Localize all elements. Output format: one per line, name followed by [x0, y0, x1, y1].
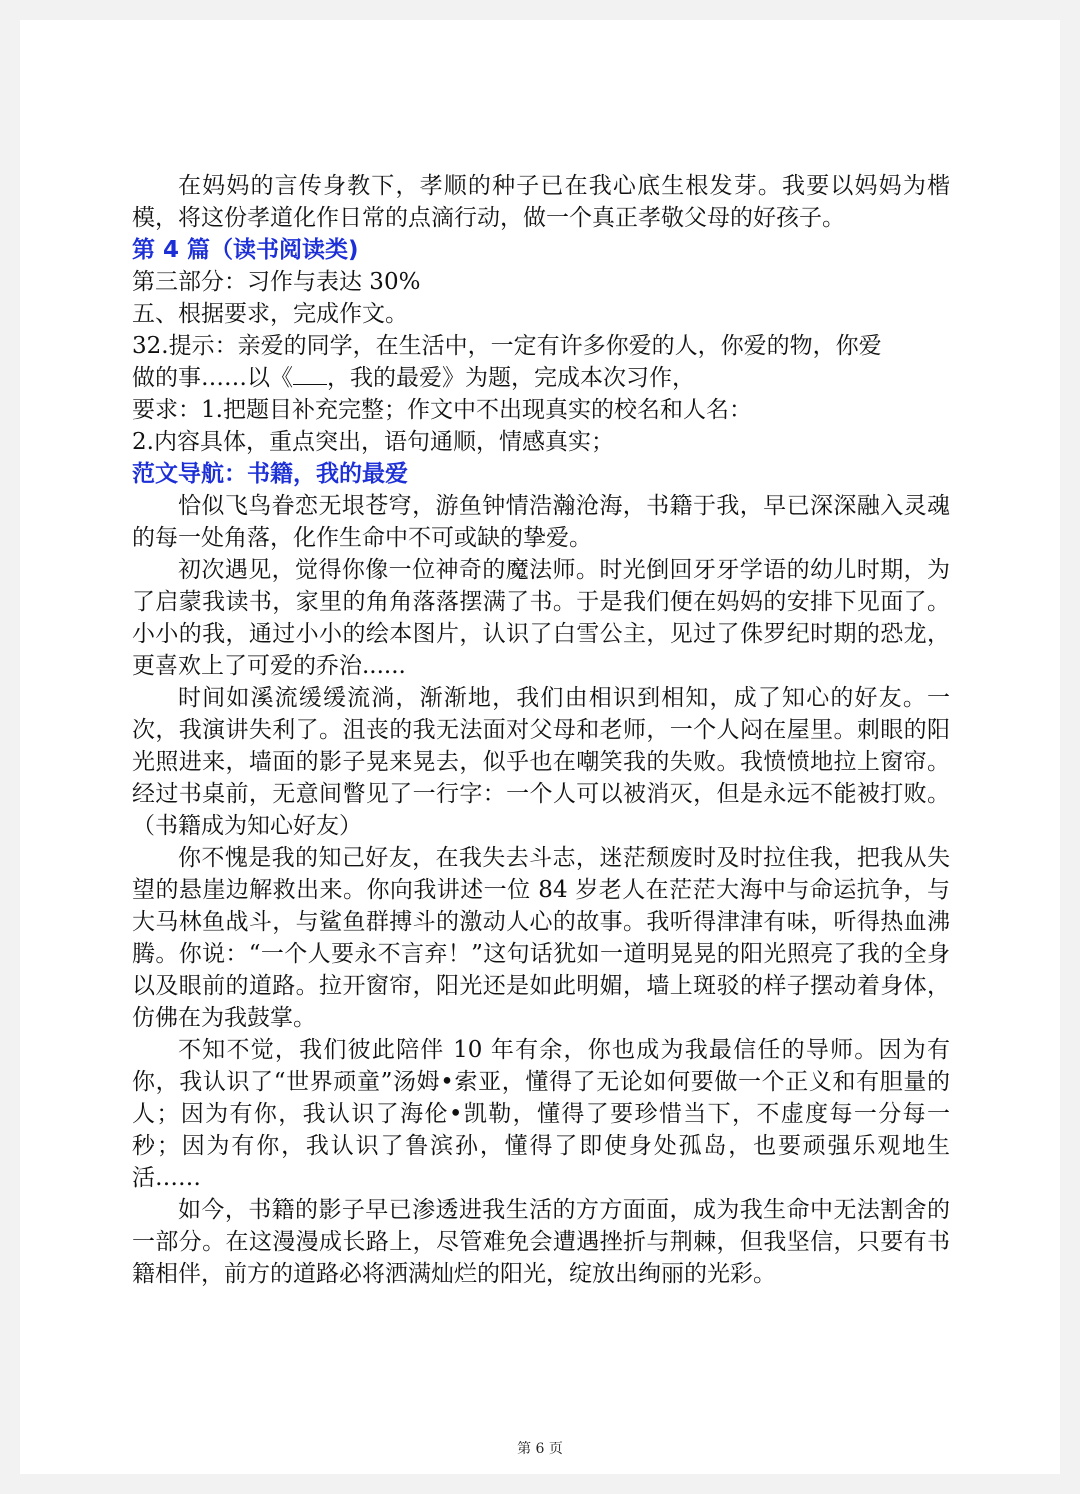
prompt-line-2: [132, 362, 950, 394]
essay-paragraph: 初次遇见，觉得你像一位神奇的魔法师。时光倒回牙牙学语的幼儿时期，为了启蒙我读书，家里的角角落落摆满了书。于是我们便在妈妈的安排下见面了。小小的我，通过小小的绘本图片，认识了白雪公主，见过了侏罗纪时期的恐龙，更喜欢上了可爱的乔治......: [132, 557, 950, 679]
prompt-text-before-blank: 做的事……以《: [132, 365, 293, 391]
intro-paragraph: 在妈妈的言传身教下，孝顺的种子已在我心底生根发芽。我要以妈妈为楷模，将这份孝道化作日常的点滴行动，做一个真正孝敬父母的好孩子。: [132, 173, 950, 231]
essay-paragraph: 恰似飞鸟眷恋无垠苍穹，游鱼钟情浩瀚沧海，书籍于我，早已深深融入灵魂的每一处角落，化作生命中不可或缺的挚爱。: [132, 493, 950, 551]
essay-paragraph: 不知不觉，我们彼此陪伴 10 年有余，你也成为我最信任的导师。因为有你，我认识了“世界顽童”汤姆•索亚，懂得了无论如何要做一个正义和有胆量的人；因为有你，我认识了海伦•凯勒，懂得了要珍惜当下，不虚度每一分每一秒；因为有你，我认识了鲁滨孙，懂得了即使身处孤岛，也要顽强乐观地生活……: [132, 1037, 950, 1191]
document-page: [20, 20, 1060, 1474]
page-content: [132, 170, 950, 1290]
page-number: 第 6 页: [517, 1441, 563, 1457]
prompt-text-after-blank: ，我的最爱》为题，完成本次习作，: [327, 365, 695, 391]
section-heading: 第 4 篇（读书阅读类): [132, 237, 359, 263]
essay-paragraph: 如今，书籍的影子早已渗透进我生活的方方面面，成为我生命中无法割舍的一部分。在这漫漫成长路上，尽管难免会遭遇挫折与荆棘，但我坚信，只要有书籍相伴，前方的道路必将洒满灿烂的阳光，绽放出绚丽的光彩。: [132, 1197, 950, 1287]
prompt-line-1: 32.提示：亲爱的同学，在生活中，一定有许多你爱的人，你爱的物，你爱: [132, 333, 882, 359]
requirement-2: 2.内容具体，重点突出，语句通顺，情感真实；: [132, 429, 614, 455]
requirement-1: 要求：1.把题目补充完整；作文中不出现真实的校名和人名：: [132, 397, 752, 423]
part-title: 第三部分：习作与表达 30%: [132, 269, 421, 295]
essay-paragraph: 时间如溪流缓缓流淌，渐渐地，我们由相识到相知，成了知心的好友。一次，我演讲失利了。沮丧的我无法面对父母和老师，一个人闷在屋里。刺眼的阳光照进来，墙面的影子晃来晃去，似乎也在嘲笑我的失败。我愤愤地拉上窗帘。经过书桌前，无意间瞥见了一行字：一个人可以被消灭，但是永远不能被打败。（书籍成为知心好友）: [132, 685, 950, 839]
essay-paragraph: 你不愧是我的知己好友，在我失去斗志，迷茫颓废时及时拉住我，把我从失望的悬崖边解救出来。你向我讲述一位 84 岁老人在茫茫大海中与命运抗争，与大马林鱼战斗，与鲨鱼群搏斗的激动人心的故事。我听得津津有味，听得热血沸腾。你说：“一个人要永不言弃！”这句话犹如一道明晃晃的阳光照亮了我的全身以及眼前的道路。拉开窗帘，阳光还是如此明媚，墙上斑驳的样子摆动着身体，仿佛在为我鼓掌。: [132, 845, 950, 1031]
task-title: 五、根据要求，完成作文。: [132, 301, 408, 327]
model-essay-heading: 范文导航：书籍，我的最爱: [132, 461, 408, 487]
title-blank: [293, 362, 327, 385]
